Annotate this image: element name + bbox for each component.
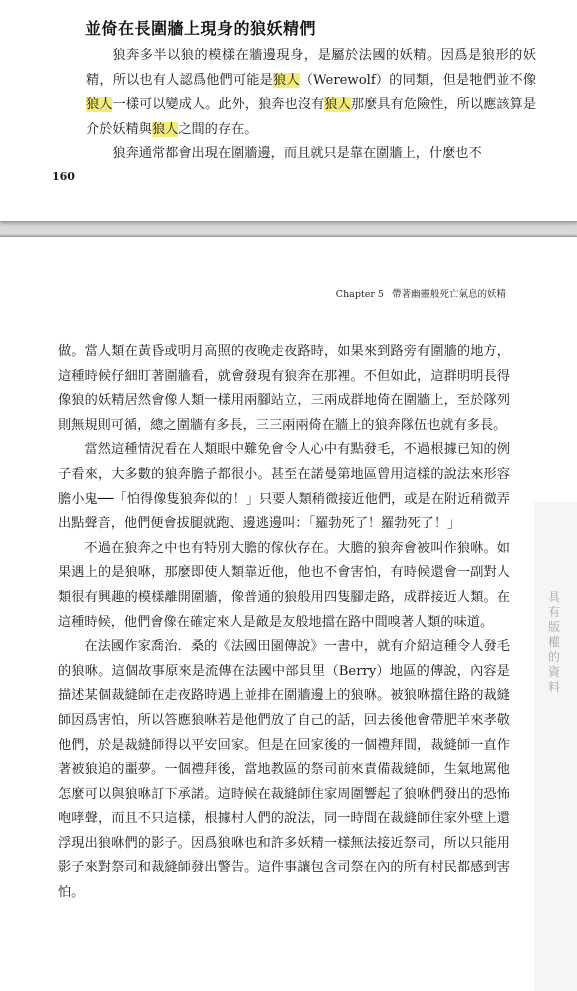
section-title: 並倚在長圍牆上現身的狼妖精們 xyxy=(85,19,317,38)
bottom-page xyxy=(0,236,577,991)
top-paragraph-1: 狼奔多半以狼的模樣在牆邊現身，是屬於法國的妖精。因爲是狼形的妖精，所以也有人認爲他們可能是狼人（Werewolf）的同類，但是牠們並不像狼人一樣可以變成人。此外，狼奔也沒有狼人那麼具有危險性，所以應該算是介於妖精與狼人之間的存在。 xyxy=(86,48,537,137)
page-number: 160 xyxy=(52,170,75,183)
body-paragraph: 做。當人類在黃昏或明月高照的夜晚走夜路時，如果來到路旁有圍牆的地方，這種時候仔細盯著圍牆看，就會發現有狼奔在那裡。不但如此，這群明明長得像狼的妖精居然會像人類一樣用兩腳站立，三兩成群地倚在圍牆上，至於隊列則無規則可循，總之圍牆有多長，三三兩兩倚在牆上的狼奔隊伍也就有多長。 xyxy=(58,344,510,433)
top-page-text xyxy=(86,44,536,167)
top-paragraph-2: 狼奔通常都會出現在圍牆邊，而且就只是靠在圍牆上，什麼也不 xyxy=(112,146,482,161)
highlight-werewolf: 狼人 xyxy=(86,97,113,112)
top-page xyxy=(0,0,577,222)
highlight-werewolf: 狼人 xyxy=(151,121,179,137)
chapter-title: 帶著幽靈般死亡氣息的妖精 xyxy=(391,289,506,300)
highlight-werewolf: 狼人 xyxy=(324,97,351,112)
margin-strip xyxy=(534,502,577,991)
copyright-watermark: 具有版權的資料 xyxy=(547,590,560,694)
body-paragraph: 不過在狼奔之中也有特別大膽的傢伙存在。大膽的狼奔會被叫作狼咻。如果遇上的是狼咻，那麼即使人類靠近他，他也不會害怕，有時候還會一副對人類很有興趣的模樣離開圍牆，像普通的狼般用四隻腳走路，成群接近人類。在這種時候，他們會像在確定來人是敵是友般地擋在路中間嗅著人類的味道。 xyxy=(58,540,510,630)
body-paragraph: 當然這種情況看在人類眼中難免會令人心中有點發毛，不過根據已知的例子看來，大多數的狼奔膽子都很小。甚至在諾曼第地區曾用這樣的說法來形容膽小鬼──「怕得像隻狼奔似的！」只要人類稍微接近他們，或是在附近稍微弄出點聲音，他們便會拔腿就跑、邊逃邊叫：「羅勃死了！羅勃死了！」 xyxy=(58,442,510,532)
chapter-label: Chapter 5 xyxy=(335,289,384,300)
highlight-werewolf: 狼人 xyxy=(272,72,300,88)
running-header xyxy=(336,286,506,300)
body-paragraph: 在法國作家喬治．桑的《法國田園傳說》一書中，就有介紹這種令人發毛的狼咻。這個故事原來是流傳在法國中部貝里（Berry）地區的傳說，內容是描述某個裁縫師在走夜路時遇上並排在圍牆邊上的狼咻。被狼咻擋住路的裁縫師因爲害怕，所以答應狼咻若是他們放了自己的話，回去後他會帶肥羊來孝敬他們，於是裁縫師得以平安回家。但是在回家後的一個禮拜間，裁縫師一直作著被狼追的噩夢。一個禮拜後，當地教區的祭司前來責備裁縫師，生氣地罵他怎麼可以與狼咻訂下承諾。這時候在裁縫師住家周圍響起了狼咻們發出的恐怖咆哮聲，而且不只這樣，根據村人們的說法，同一時間在裁縫師住家外壁上還浮現出狼咻們的影子。因爲狼咻也和許多妖精一樣無法接近祭司，所以只能用影子來對祭司和裁縫師發出警告。這件事讓包含司祭在內的所有村民都感到害怕。 xyxy=(58,639,510,901)
body-text xyxy=(58,340,510,906)
